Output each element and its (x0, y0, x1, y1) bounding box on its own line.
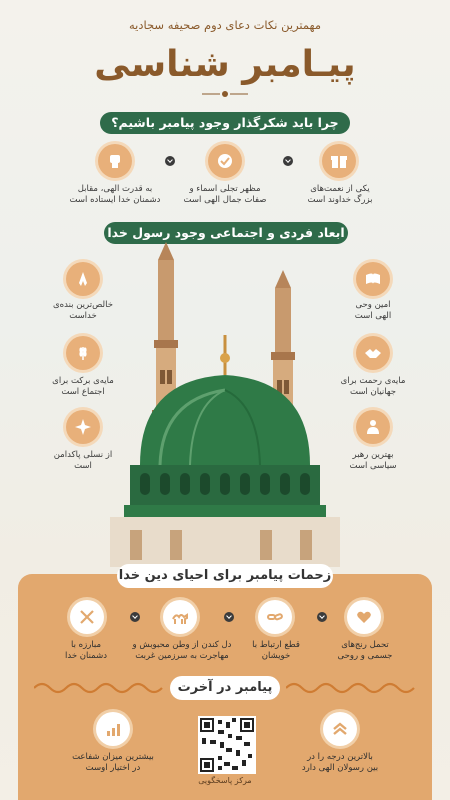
rank-icon (323, 712, 357, 746)
s3-item3-text: دل کندن از وطن محبوبش و مهاجرت به سرزمین غربت (132, 640, 232, 661)
s3-item2-text: قطع ارتباط با خویشان (252, 640, 300, 661)
s1-item2-text: مظهر تجلی اسماء و صفات جمال الهی است (183, 184, 267, 205)
section2-heading: ابعاد فردی و اجتماعی وجود رسول خدا (104, 222, 348, 244)
s1-item3-text: به قدرت الهی، مقابل دشمنان خدا ایستاده است (69, 184, 161, 205)
qr-caption: مرکز پاسخگویی (198, 776, 252, 785)
s2-right3-text: بهترین رهبر سیاسی است (349, 450, 397, 471)
s2-right1-text: امین وحی الهی است (354, 300, 392, 321)
wave-divider (286, 678, 416, 698)
qr-pattern (200, 718, 254, 772)
s2-right2-text: مایه‌ی رحمت برای جهانیان است (340, 376, 406, 397)
section1-heading: چرا باید شکرگذار وجود پیامبر باشیم؟ (100, 112, 350, 134)
check-dot (317, 612, 327, 622)
quran-icon (356, 262, 390, 296)
section3-heading: زحمات پیامبر برای احیای دین خدا (117, 564, 333, 588)
heart-hand-icon (347, 600, 381, 634)
gift-icon (322, 144, 356, 178)
check-dot (283, 156, 293, 166)
subtitle: مهمترین نکات دعای دوم صحیفه سجادیه (128, 18, 321, 32)
camel-icon (163, 600, 197, 634)
qr-code[interactable] (198, 716, 256, 774)
s2-left2-text: مایه‌ی برکت برای اجتماع است (52, 376, 114, 397)
check-dot (165, 156, 175, 166)
check-dot (224, 612, 234, 622)
praying-hands-icon (66, 262, 100, 296)
s2-left1-text: خالص‌ترین بنده‌ی خداست (53, 300, 113, 321)
s4-item1-text: بالاترین درجه را در بین رسولان الهی دارد (301, 752, 379, 773)
s2-left3-text: از نسلی پاکدامن است (53, 450, 113, 471)
growth-chart-icon (96, 712, 130, 746)
s3-item4-text: مبارزه با دشمنان خدا (65, 640, 107, 661)
title-ornament (200, 88, 250, 100)
wave-divider (34, 678, 164, 698)
fist-icon (98, 144, 132, 178)
wheat-icon (66, 336, 100, 370)
s4-item2-text: بیشترین میزان شفاعت در اختیار اوست (72, 752, 154, 773)
broken-link-icon (258, 600, 292, 634)
section4-heading: پیامبر در آخرت (170, 676, 280, 700)
check-dot (130, 612, 140, 622)
leader-icon (356, 410, 390, 444)
sparkle-icon (66, 410, 100, 444)
page-title: پیـامبر شناسی (94, 44, 356, 85)
s3-item1-text: تحمل رنج‌های جسمی و روحی (337, 640, 393, 661)
green-dome-mosque-illustration (100, 240, 350, 580)
s1-item1-text: یکی از نعمت‌های بزرگ خداوند است (307, 184, 373, 205)
handshake-icon (356, 336, 390, 370)
badge-check-icon (208, 144, 242, 178)
swords-icon (70, 600, 104, 634)
